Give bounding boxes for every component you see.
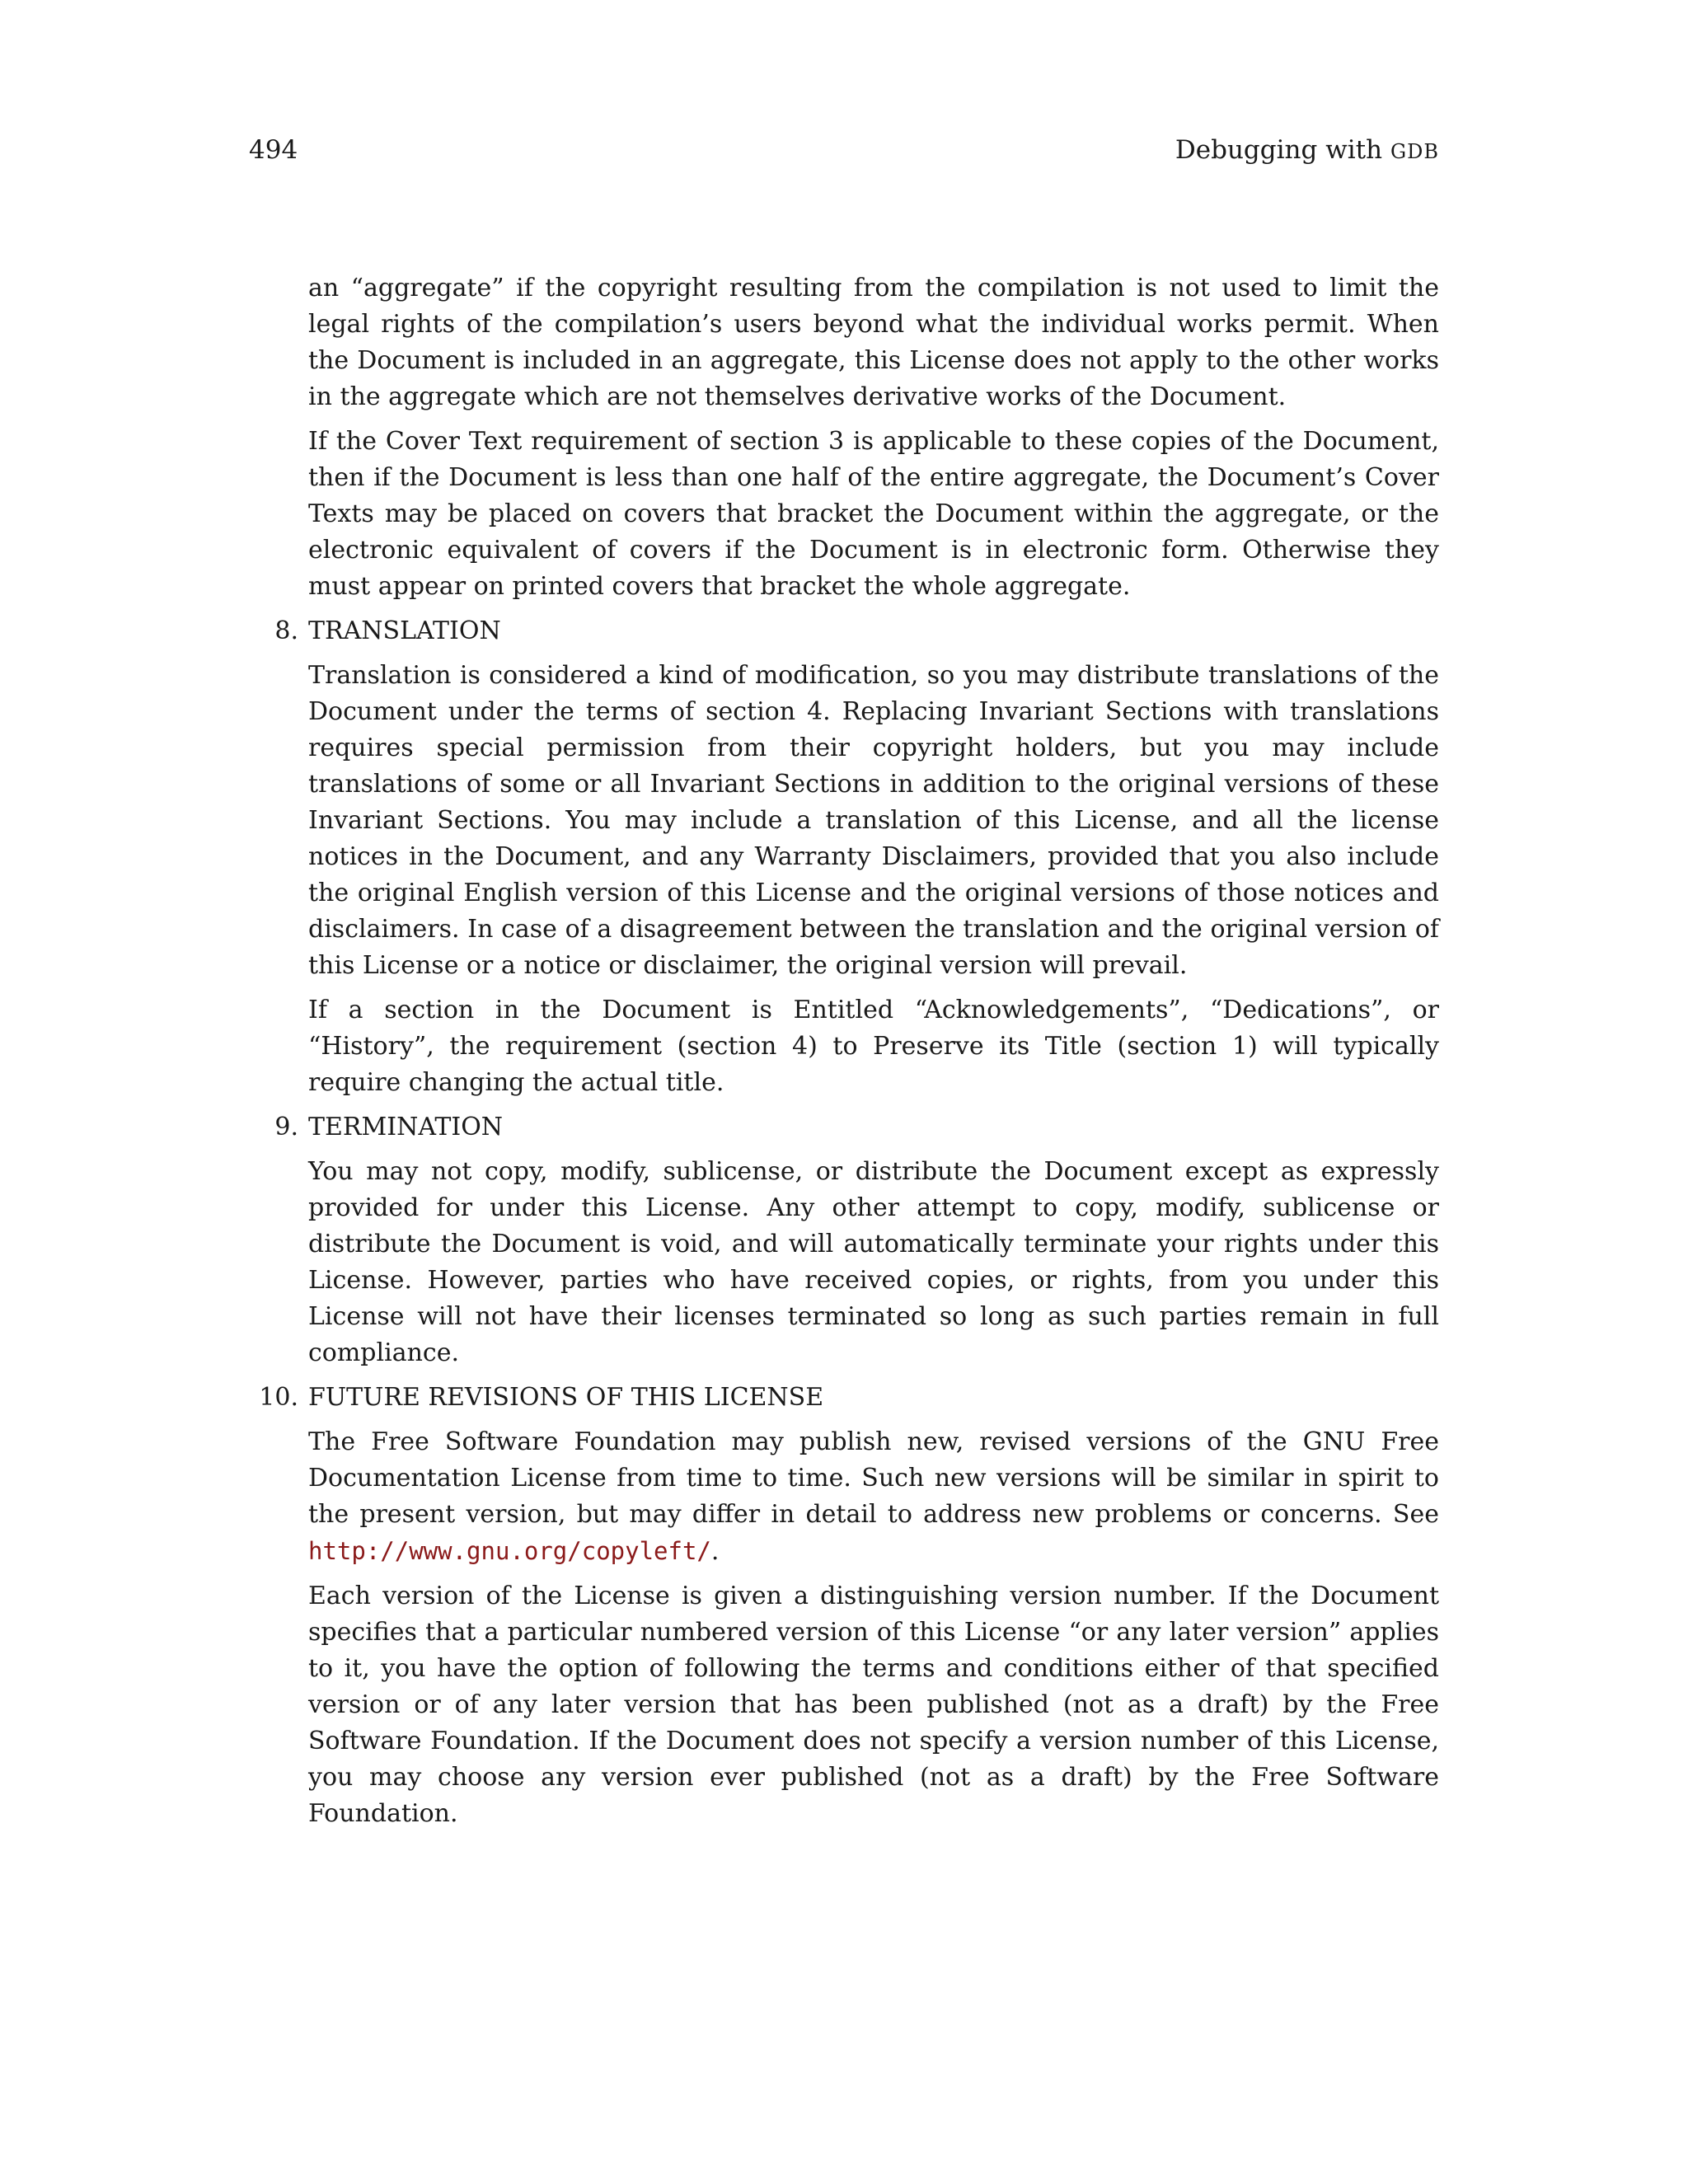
section-number: 10. [259,1383,298,1412]
section-paragraph: Each version of the License is given a distinguishing version number. If the Document specifies that a particular numbered version of this License “or any later version” applies to it, you have the option of following the terms and conditions either of that specified version or of any later version that has been published (not as a draft) by the Free Software Foundation. If the Document does not specify a version number of this License, you may choose any version ever published (not as a draft) by the Free Software Foundation. [308,1582,1439,1828]
running-title-prefix: Debugging with [1175,135,1390,165]
running-title-gdb: GDB [1390,140,1439,163]
section-heading: TERMINATION [308,1113,504,1141]
running-header [249,132,1439,168]
paragraph-text: The Free Software Foundation may publish new, revised versions of the GNU Free Documentation License from time to time. Such new versions will be similar in spirit to the present version, but may differ in detail to address new problems or concerns. See [308,1427,1439,1529]
section-number: 8. [274,616,298,645]
continued-paragraph-aggregate: an “aggregate” if the copyright resulting from the compilation is not used to limit the legal rights of the compilation’s users beyond what the individual works permit. When the Document is included in an aggregate, this License does not apply to the other works in the aggregate which are not themselves derivative works of the Document. [308,274,1439,411]
section-number: 9. [274,1113,298,1141]
section-paragraph-with-link [308,1424,1439,1570]
section-8-translation [274,613,1439,1101]
page-number: 494 [249,135,298,165]
section-heading: TRANSLATION [308,616,501,645]
copyleft-link[interactable]: http://www.gnu.org/copyleft/ [308,1537,711,1565]
section-10-future-revisions [259,1380,1439,1832]
page-body [259,270,1439,1840]
section-heading: FUTURE REVISIONS OF THIS LICENSE [308,1383,824,1412]
section-9-termination [274,1109,1439,1371]
paragraph-text: . [710,1537,720,1566]
section-paragraph: If a section in the Document is Entitled “Acknowledgements”, “Dedications”, or “History”, the requirement (section 4) to Preserve its Title (section 1) will typically require changing the actual title. [308,996,1439,1097]
continued-paragraph-cover-text: If the Cover Text requirement of section 3 is applicable to these copies of the Document, then if the Document is less than one half of the entire aggregate, the Document’s Cover Texts may be placed on covers that bracket the Document within the aggregate, or the electronic equivalent of covers if the Document is in electronic form. Otherwise they must appear on printed covers that bracket the whole aggregate. [308,427,1439,601]
section-paragraph: Translation is considered a kind of modification, so you may distribute translations of the Document under the terms of section 4. Replacing Invariant Sections with translations requires special permission from their copyright holders, but you may include translations of some or all Invariant Sections in addition to the original versions of these Invariant Sections. You may include a translation of this License, and all the license notices in the Document, and any Warranty Disclaimers, provided that you also include the original English version of this License and the original versions of those notices and disclaimers. In case of a disagreement between the translation and the original version of this License or a notice or disclaimer, the original version will prevail. [308,661,1439,980]
section-paragraph: You may not copy, modify, sublicense, or distribute the Document except as expressly provided for under this License. Any other attempt to copy, modify, sublicense or distribute the Document is void, and will automatically terminate your rights under this License. However, parties who have received copies, or rights, from you under this License will not have their licenses terminated so long as such parties remain in full compliance. [308,1157,1439,1367]
running-title [1175,132,1439,170]
